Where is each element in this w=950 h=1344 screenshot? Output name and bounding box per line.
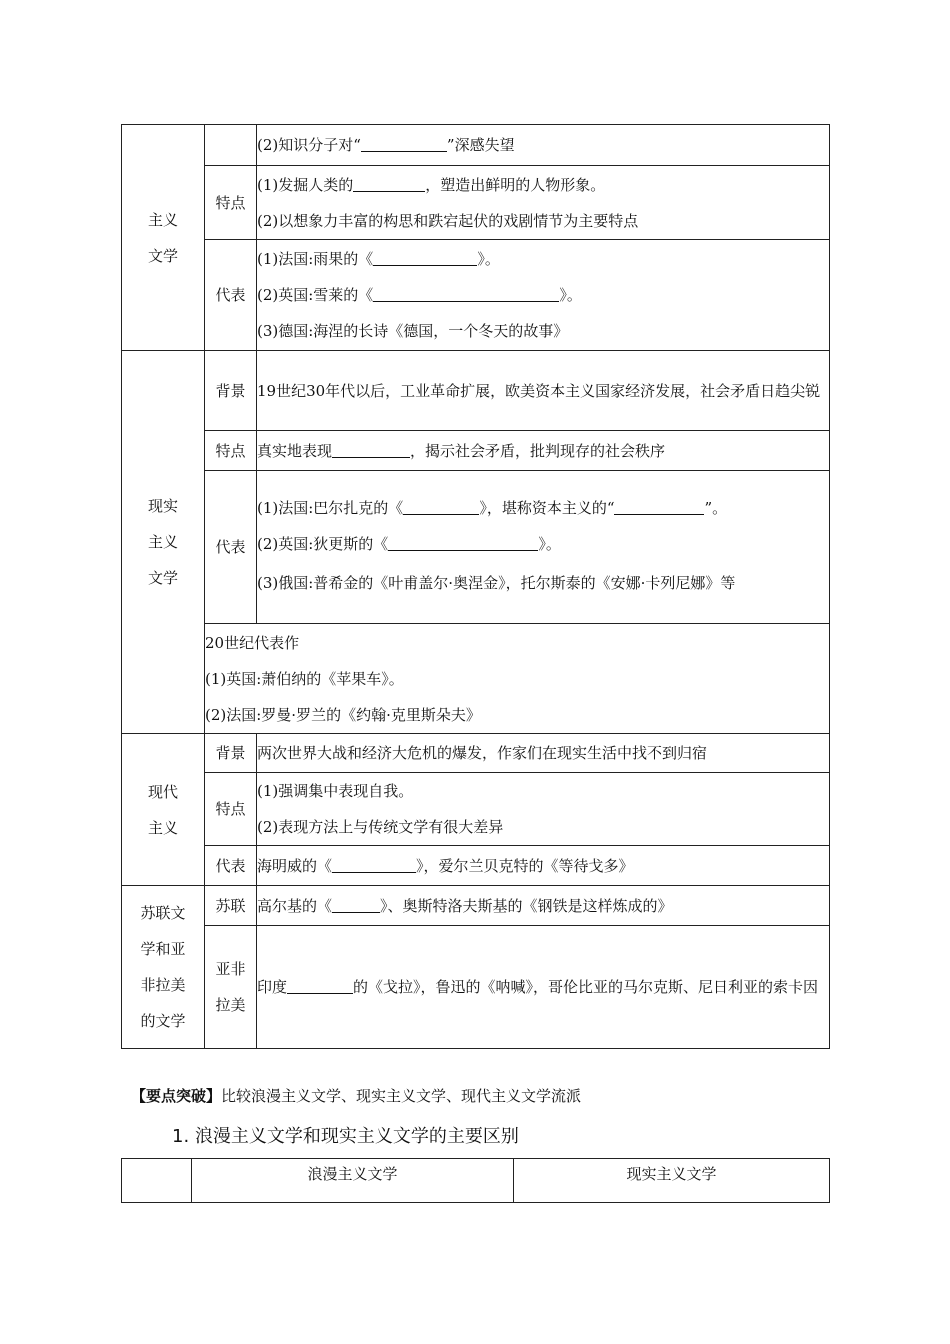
romantic-background-cell xyxy=(257,125,830,166)
romantic-category-cell xyxy=(122,125,205,351)
comparison-table xyxy=(121,1158,830,1203)
realism-reps-line3: (3)俄国:普希金的《叶甫盖尔·奥涅金》，托尔斯泰的《安娜·卡列尼娜》等 xyxy=(257,574,736,592)
romantic-reps-line1-b: 》。 xyxy=(477,250,500,268)
realism-reps-label: 代表 xyxy=(205,471,257,624)
fill-blank xyxy=(403,498,479,515)
key-points-heading xyxy=(131,1085,581,1106)
realism-features-text-a: 真实地表现 xyxy=(257,441,333,460)
realism-background-label: 背景 xyxy=(205,351,257,431)
realism-reps-line1-b: 》，堪称资本主义的“ xyxy=(479,499,615,517)
realism-background-cell xyxy=(257,351,830,431)
soviet-afro-label-line2: 拉美 xyxy=(215,996,246,1014)
romantic-features-line1-a: (1)发掘人类的 xyxy=(257,175,354,194)
realism-reps-line1-c: ”。 xyxy=(704,499,728,517)
key-points-tag: 【要点突破】 xyxy=(131,1087,222,1105)
soviet-ussr-text-b: 》、奥斯特洛夫斯基的《钢铁是这样炼成的》 xyxy=(380,896,673,915)
romantic-features-line1-b: ，塑造出鲜明的人物形象。 xyxy=(425,175,606,194)
romantic-features-label: 特点 xyxy=(205,166,257,240)
realism-category-line3: 文学 xyxy=(147,569,178,587)
modernism-category-cell xyxy=(122,734,205,886)
romantic-reps-line3: (3)德国:海涅的长诗《德国，一个冬天的故事》 xyxy=(257,322,569,340)
romantic-row0-text-b: ”深感失望 xyxy=(446,136,515,154)
fill-blank xyxy=(332,896,380,913)
romantic-category-line2: 文学 xyxy=(147,246,178,265)
realism-reps-line1-a: (1)法国:巴尔扎克的《 xyxy=(257,499,404,517)
romantic-reps-cell xyxy=(257,240,830,351)
realism-background-text: 19世纪30年代以后，工业革命扩展，欧美资本主义国家经济发展，社会矛盾日趋尖锐 xyxy=(257,381,821,400)
modernism-background-label: 背景 xyxy=(205,734,257,773)
modernism-reps-text-b: 》，爱尔兰贝克特的《等待戈多》 xyxy=(416,856,634,875)
key-points-text: 比较浪漫主义文学、现实主义文学、现代主义文学流派 xyxy=(221,1087,582,1105)
fill-blank xyxy=(332,856,416,873)
fill-blank xyxy=(332,441,410,458)
realism-20th-century-cell xyxy=(205,624,830,734)
soviet-afro-text-b: 的《戈拉》，鲁迅的《呐喊》，哥伦比亚的马尔克斯、尼日利亚的索卡因 xyxy=(353,978,819,996)
realism-20th-line2: (2)法国:罗曼·罗兰的《约翰·克里斯朵夫》 xyxy=(205,705,481,724)
comparison-empty-cell xyxy=(122,1159,192,1203)
realism-reps-line2-a: (2)英国:狄更斯的《 xyxy=(257,535,389,553)
comparison-col-realism: 现实主义文学 xyxy=(514,1159,830,1203)
fill-blank xyxy=(614,498,704,515)
realism-reps-cell xyxy=(257,471,830,624)
soviet-ussr-text-a: 高尔基的《 xyxy=(257,896,333,915)
modernism-features-line1: (1)强调集中表现自我。 xyxy=(257,782,414,800)
fill-blank xyxy=(373,249,477,266)
modernism-background-text: 两次世界大战和经济大危机的爆发，作家们在现实生活中找不到归宿 xyxy=(257,744,708,762)
soviet-category-line4: 的文学 xyxy=(140,1012,186,1030)
soviet-category-line3: 非拉美 xyxy=(140,976,186,994)
realism-features-label: 特点 xyxy=(205,431,257,471)
soviet-category-cell xyxy=(122,886,205,1049)
fill-blank xyxy=(361,135,447,152)
modernism-reps-cell xyxy=(257,846,830,886)
modernism-features-label: 特点 xyxy=(205,773,257,846)
realism-category-cell xyxy=(122,351,205,734)
modernism-features-cell xyxy=(257,773,830,846)
realism-category-line2: 主义 xyxy=(147,533,178,551)
romantic-reps-line2-a: (2)英国:雪莱的《 xyxy=(257,286,374,304)
romantic-features-line2: (2)以想象力丰富的构思和跌宕起伏的戏剧情节为主要特点 xyxy=(257,211,639,230)
modernism-background-cell xyxy=(257,734,830,773)
fill-blank xyxy=(353,175,425,192)
romantic-reps-line2-b: 》。 xyxy=(559,286,582,304)
realism-features-cell xyxy=(257,431,830,471)
soviet-afro-label-cell xyxy=(205,926,257,1049)
realism-20th-line1: (1)英国:萧伯纳的《苹果车》。 xyxy=(205,669,404,688)
soviet-ussr-label: 苏联 xyxy=(205,886,257,926)
literature-table xyxy=(121,124,830,1049)
romantic-reps-label: 代表 xyxy=(205,240,257,351)
romantic-reps-line1-a: (1)法国:雨果的《 xyxy=(257,250,374,268)
soviet-ussr-cell xyxy=(257,886,830,926)
section-heading: 1. 浪漫主义文学和现实主义文学的主要区别 xyxy=(172,1126,519,1147)
soviet-afro-text-a: 印度 xyxy=(257,978,288,996)
soviet-afro-label-line1: 亚非 xyxy=(215,960,246,978)
soviet-category-line1: 苏联文 xyxy=(140,904,186,922)
romantic-features-cell xyxy=(257,166,830,240)
modernism-reps-label: 代表 xyxy=(205,846,257,886)
romantic-row0-text-a: (2)知识分子对“ xyxy=(257,136,361,154)
realism-reps-line2-b: 》。 xyxy=(538,535,561,553)
modernism-reps-text-a: 海明威的《 xyxy=(257,856,333,875)
romantic-empty-label-cell xyxy=(205,125,257,166)
realism-category-line1: 现实 xyxy=(147,497,178,515)
realism-features-text-b: ，揭示社会矛盾，批判现存的社会秩序 xyxy=(410,441,666,460)
fill-blank xyxy=(373,285,559,302)
realism-20th-title: 20世纪代表作 xyxy=(205,633,300,652)
fill-blank xyxy=(287,977,353,994)
fill-blank xyxy=(388,534,538,551)
soviet-afro-cell xyxy=(257,926,830,1049)
soviet-category-line2: 学和亚 xyxy=(140,940,186,958)
modernism-category-line2: 主义 xyxy=(147,818,178,837)
comparison-col-romantic: 浪漫主义文学 xyxy=(192,1159,514,1203)
modernism-features-line2: (2)表现方法上与传统文学有很大差异 xyxy=(257,818,504,836)
romantic-category-line1: 主义 xyxy=(147,210,178,229)
modernism-category-line1: 现代 xyxy=(147,782,178,801)
